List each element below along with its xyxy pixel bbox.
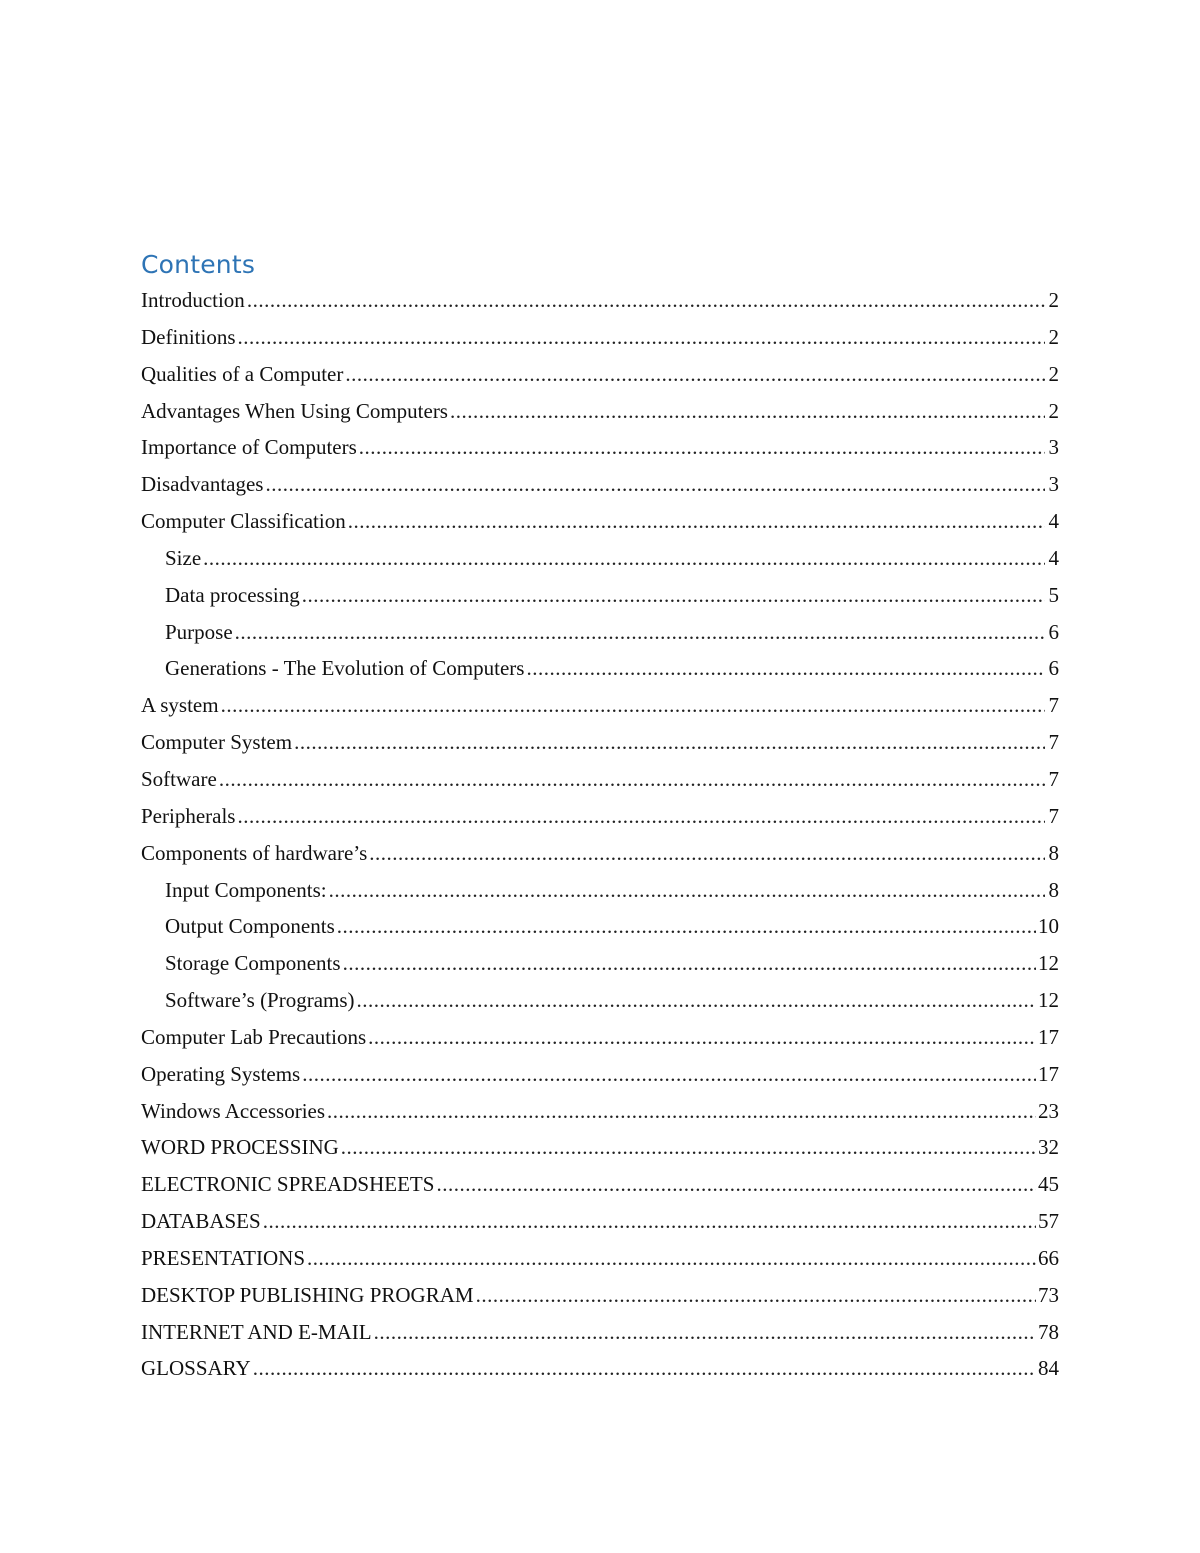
toc-subentry[interactable] — [141, 577, 1059, 614]
toc-dot-leader — [307, 1240, 1036, 1277]
toc-page-number: 7 — [1048, 803, 1059, 828]
toc-dot-leader — [374, 1314, 1036, 1351]
toc-entry-label: Definitions — [141, 324, 236, 349]
toc-dot-leader — [359, 429, 1045, 466]
toc-subentry[interactable] — [141, 872, 1059, 909]
toc-page-number: 57 — [1038, 1209, 1059, 1234]
toc-dot-leader — [235, 614, 1045, 651]
toc-entry-label: Computer System — [141, 730, 293, 755]
toc-dot-leader — [348, 503, 1045, 540]
toc-entry[interactable] — [141, 1093, 1059, 1130]
toc-page-number: 10 — [1038, 914, 1059, 939]
toc-page-number: 84 — [1038, 1356, 1059, 1381]
toc-dot-leader — [369, 835, 1045, 872]
toc-subentry[interactable] — [141, 982, 1059, 1019]
toc-entry[interactable] — [141, 319, 1059, 356]
table-of-contents — [141, 282, 1059, 1387]
toc-entry[interactable] — [141, 1350, 1059, 1387]
toc-dot-leader — [329, 872, 1045, 909]
toc-page-number: 2 — [1048, 324, 1059, 349]
toc-entry-label: Computer Classification — [141, 509, 346, 534]
toc-subentry[interactable] — [141, 650, 1059, 687]
toc-entry-label: Software — [141, 766, 217, 791]
toc-entry-label: Computer Lab Precautions — [141, 1024, 367, 1049]
toc-entry[interactable] — [141, 356, 1059, 393]
toc-dot-leader — [253, 1350, 1036, 1387]
toc-page-number: 3 — [1048, 435, 1059, 460]
toc-dot-leader — [341, 1129, 1036, 1166]
toc-dot-leader — [219, 761, 1045, 798]
toc-entry[interactable] — [141, 687, 1059, 724]
toc-dot-leader — [327, 1093, 1036, 1130]
toc-subentry[interactable] — [141, 614, 1059, 651]
toc-entry-label: INTERNET AND E-MAIL — [141, 1319, 372, 1344]
toc-dot-leader — [368, 1019, 1036, 1056]
toc-dot-leader — [476, 1277, 1036, 1314]
toc-title: Contents — [141, 250, 256, 279]
toc-dot-leader — [263, 1203, 1036, 1240]
toc-entry-label: Importance of Computers — [141, 435, 357, 460]
toc-dot-leader — [302, 1056, 1036, 1093]
toc-page-number: 2 — [1048, 361, 1059, 386]
toc-entry[interactable] — [141, 1019, 1059, 1056]
toc-entry-label: WORD PROCESSING — [141, 1135, 339, 1160]
toc-dot-leader — [357, 982, 1036, 1019]
toc-entry-label: Operating Systems — [141, 1061, 301, 1086]
toc-entry[interactable] — [141, 429, 1059, 466]
toc-page-number: 7 — [1048, 766, 1059, 791]
toc-subentry[interactable] — [141, 945, 1059, 982]
toc-entry-label: Data processing — [165, 582, 300, 607]
toc-page-number: 66 — [1038, 1245, 1059, 1270]
toc-entry-label: PRESENTATIONS — [141, 1245, 306, 1270]
toc-entry-label: Disadvantages — [141, 472, 264, 497]
toc-page-number: 3 — [1048, 472, 1059, 497]
toc-dot-leader — [302, 577, 1045, 614]
toc-page-number: 6 — [1048, 656, 1059, 681]
toc-entry-label: A system — [141, 693, 219, 718]
toc-page-number: 17 — [1038, 1061, 1059, 1086]
toc-dot-leader — [203, 540, 1045, 577]
toc-page-number: 4 — [1048, 509, 1059, 534]
toc-entry[interactable] — [141, 1240, 1059, 1277]
toc-entry-label: Software’s (Programs) — [165, 988, 355, 1013]
toc-dot-leader — [436, 1166, 1036, 1203]
toc-dot-leader — [238, 319, 1046, 356]
toc-entry-label: Size — [165, 545, 202, 570]
toc-page-number: 45 — [1038, 1172, 1059, 1197]
toc-dot-leader — [450, 393, 1045, 430]
toc-entry-label: Qualities of a Computer — [141, 361, 344, 386]
toc-page-number: 2 — [1048, 288, 1059, 312]
toc-entry-label: Peripherals — [141, 803, 236, 828]
toc-page-number: 12 — [1038, 951, 1059, 976]
toc-page-number: 6 — [1048, 619, 1059, 644]
toc-entry-label: Components of hardware’s — [141, 840, 368, 865]
toc-dot-leader — [265, 466, 1045, 503]
toc-page-number: 73 — [1038, 1282, 1059, 1307]
toc-entry[interactable] — [141, 1314, 1059, 1351]
toc-page-number: 7 — [1048, 693, 1059, 718]
toc-subentry[interactable] — [141, 908, 1059, 945]
toc-entry-label: Output Components — [165, 914, 335, 939]
toc-page-number: 8 — [1048, 877, 1059, 902]
toc-page-number: 32 — [1038, 1135, 1059, 1160]
toc-page-number: 5 — [1048, 582, 1059, 607]
toc-dot-leader — [237, 798, 1045, 835]
toc-entry-label: Windows Accessories — [141, 1098, 326, 1123]
toc-page-number: 17 — [1038, 1024, 1059, 1049]
toc-page-number: 2 — [1048, 398, 1059, 423]
toc-dot-leader — [343, 945, 1036, 982]
toc-dot-leader — [337, 908, 1036, 945]
toc-entry-label: Purpose — [165, 619, 233, 644]
toc-entry-label: Storage Components — [165, 951, 341, 976]
toc-entry-label: Advantages When Using Computers — [141, 398, 448, 423]
toc-page-number: 12 — [1038, 988, 1059, 1013]
toc-dot-leader — [294, 724, 1045, 761]
toc-entry-label: GLOSSARY — [141, 1356, 251, 1381]
toc-entry[interactable] — [141, 798, 1059, 835]
toc-entry[interactable] — [141, 503, 1059, 540]
toc-entry[interactable] — [141, 724, 1059, 761]
toc-entry-label: Generations - The Evolution of Computers — [165, 656, 525, 681]
toc-page-number: 23 — [1038, 1098, 1059, 1123]
toc-subentry[interactable] — [141, 540, 1059, 577]
toc-entry[interactable] — [141, 1277, 1059, 1314]
toc-entry[interactable] — [141, 1129, 1059, 1166]
toc-dot-leader — [345, 356, 1045, 393]
toc-entry[interactable] — [141, 1203, 1059, 1240]
toc-entry[interactable] — [141, 1056, 1059, 1093]
toc-page-number: 4 — [1048, 545, 1059, 570]
toc-dot-leader — [221, 687, 1045, 724]
toc-entry-label: Input Components: — [165, 877, 327, 902]
toc-dot-leader — [526, 650, 1045, 687]
toc-entry-label: DATABASES — [141, 1209, 261, 1234]
toc-entry[interactable] — [141, 282, 1059, 319]
toc-page-number: 78 — [1038, 1319, 1059, 1344]
toc-entry-label: Introduction — [141, 288, 245, 312]
toc-entry[interactable] — [141, 393, 1059, 430]
toc-dot-leader — [247, 282, 1045, 319]
toc-page-number: 7 — [1048, 730, 1059, 755]
toc-entry[interactable] — [141, 835, 1059, 872]
toc-entry[interactable] — [141, 1166, 1059, 1203]
toc-entry-label: DESKTOP PUBLISHING PROGRAM — [141, 1282, 474, 1307]
toc-page-number: 8 — [1048, 840, 1059, 865]
toc-entry[interactable] — [141, 466, 1059, 503]
toc-entry-label: ELECTRONIC SPREADSHEETS — [141, 1172, 435, 1197]
toc-entry[interactable] — [141, 761, 1059, 798]
